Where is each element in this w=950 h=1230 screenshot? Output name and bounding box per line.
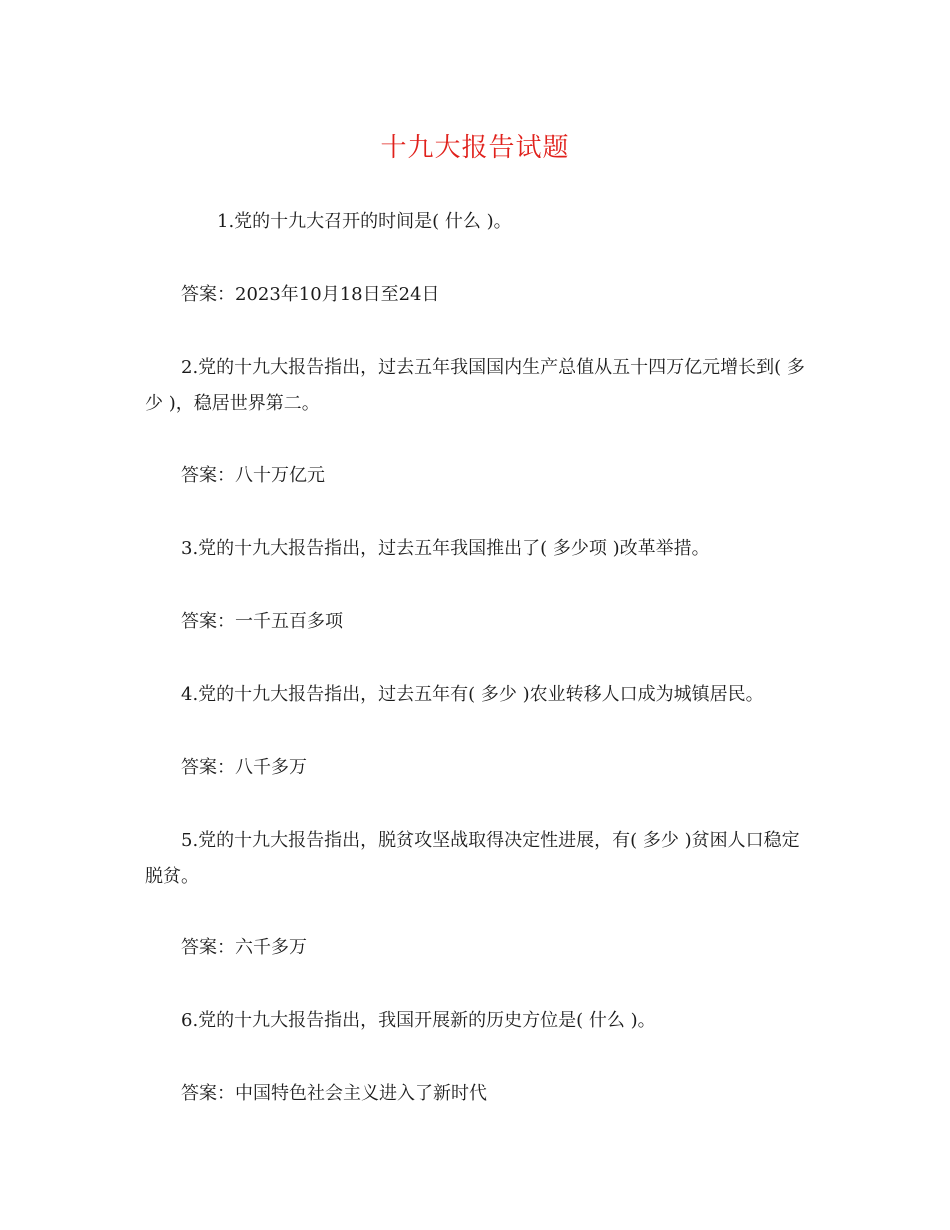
answer-5: 答案：六千多万 xyxy=(181,937,307,958)
question-4: 4.党的十九大报告指出，过去五年有( 多少 )农业转移人口成为城镇居民。 xyxy=(181,684,764,705)
answer-1: 答案：2023年10月18日至24日 xyxy=(181,284,440,305)
document-title: 十九大报告试题 xyxy=(380,133,570,163)
answer-2: 答案：八十万亿元 xyxy=(181,465,325,486)
answer-6: 答案：中国特色社会主义进入了新时代 xyxy=(181,1083,487,1104)
answer-3: 答案：一千五百多项 xyxy=(181,611,343,632)
question-5: 5.党的十九大报告指出，脱贫攻坚战取得决定性进展，有( 多少 )贫困人口稳定脱贫。 xyxy=(145,830,800,887)
answer-4: 答案：八千多万 xyxy=(181,757,307,778)
question-2: 2.党的十九大报告指出，过去五年我国国内生产总值从五十四万亿元增长到( 多少 )，稳居世界第二。 xyxy=(145,357,805,414)
question-3: 3.党的十九大报告指出，过去五年我国推出了( 多少项 )改革举措。 xyxy=(181,538,710,559)
question-6: 6.党的十九大报告指出，我国开展新的历史方位是( 什么 )。 xyxy=(181,1010,656,1031)
question-1: 1.党的十九大召开的时间是( 什么 )。 xyxy=(217,211,512,232)
